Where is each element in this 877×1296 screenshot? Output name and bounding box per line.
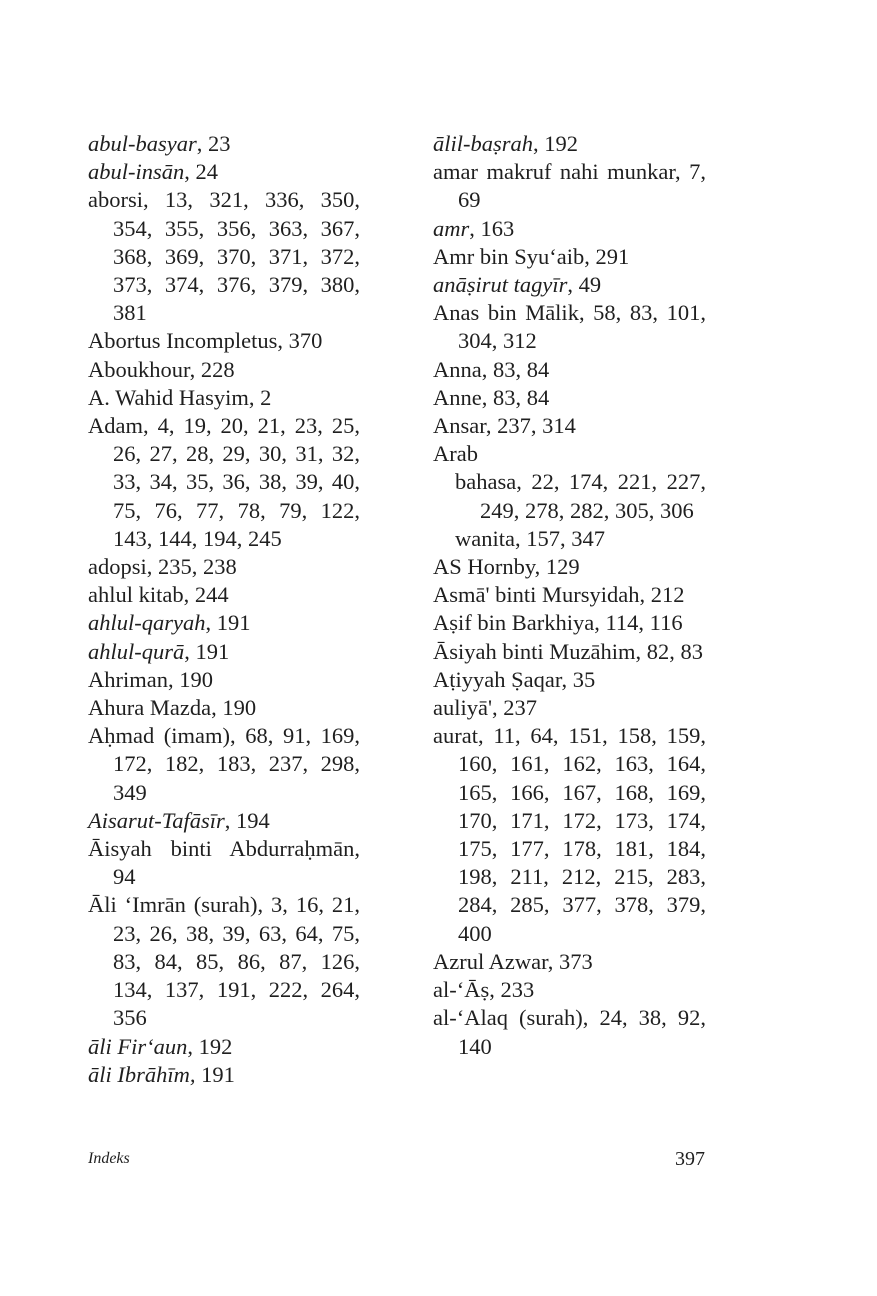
index-term: al-‘Alaq (surah) <box>433 1005 583 1031</box>
index-page-refs: , 11, 64, 151, 158, 159, 160, 161, 162, 163, 164, 165, 166, 167, 168, 169, 170, 171, 172, 173, 174, 175, 177, 178, 181, 184, 198, 211, 212, 215, 283, 284, 285, 377, 378, 379, 400 <box>458 723 706 946</box>
index-page-refs: , 373 <box>547 948 593 974</box>
index-page-refs: , 192 <box>533 131 579 156</box>
index-term: Āli ‘Imrān (surah) <box>88 892 258 918</box>
index-term: amr <box>433 215 470 241</box>
index-page-refs: , 237 <box>492 695 538 721</box>
index-entry <box>88 835 360 891</box>
index-page-refs: , 24 <box>184 159 219 185</box>
index-term: A. Wahid Hasyim <box>88 384 249 410</box>
index-term: amar makruf nahi munkar <box>433 159 675 185</box>
index-term: Asmā' binti Mursyidah <box>433 582 640 608</box>
index-term: ālil-baṣrah <box>433 131 534 156</box>
index-page-refs: , 190 <box>167 666 213 692</box>
index-entry <box>433 271 706 299</box>
index-page-refs: , 190 <box>211 695 257 721</box>
index-page-refs: , 83, 84 <box>481 356 550 382</box>
index-page-refs: , 4, 19, 20, 21, 23, 25, 26, 27, 28, 29, 30, 31, 32, 33, 34, 35, 36, 38, 39, 40, 75, 76, 77, 78, 79, 122, 143, 144, 194, 245 <box>113 413 360 551</box>
page-number: 397 <box>675 1148 705 1170</box>
index-term: al-‘Āṣ <box>433 977 490 1003</box>
index-term: abul-insān <box>88 159 185 185</box>
index-page-refs: , 2 <box>248 384 272 410</box>
index-term: āli Ibrāhīm, <box>88 1061 196 1087</box>
index-term: Aḥmad (imam) <box>88 723 231 749</box>
index-entry <box>88 130 360 158</box>
index-entry <box>433 1004 706 1060</box>
index-entry <box>88 186 360 327</box>
index-entry <box>433 609 706 637</box>
index-page-refs: , 157, 347 <box>514 525 605 551</box>
index-term: auliyā' <box>433 695 493 721</box>
index-page-refs: , 94 <box>113 836 360 890</box>
index-page-refs: , 191 <box>184 638 230 664</box>
index-entry <box>88 666 360 694</box>
index-term: Anas bin Mālik <box>433 300 579 326</box>
index-page-refs: , 13, 321, 336, 350, 354, 355, 356, 363, 367, 368, 369, 370, 371, 372, 373, 374, 376, 379, 380, 381 <box>113 187 360 326</box>
index-page-refs: , 68, 91, 169, 172, 182, 183, 237, 298, 349 <box>113 723 361 805</box>
index-term: ahlul-qaryah <box>88 610 206 636</box>
index-page-refs: , 235, 238 <box>146 554 237 580</box>
index-entry <box>433 581 706 609</box>
index-term: Aisarut-Tafāsīr <box>88 807 225 833</box>
index-page-refs: , 58, 83, 101, 304, 312 <box>458 300 707 354</box>
index-column-left <box>88 130 360 1089</box>
index-entry <box>88 1061 360 1089</box>
index-term: Anna <box>433 356 482 382</box>
index-page-refs: , 23 <box>196 131 231 156</box>
index-term: AS Hornby <box>433 554 535 580</box>
index-term: Aboukhour <box>88 356 190 382</box>
index-page-refs: , 24, 38, 92, 140 <box>458 1005 706 1059</box>
index-term: Azrul Azwar <box>433 948 548 974</box>
index-entry <box>433 694 706 722</box>
index-term: aborsi <box>88 187 143 213</box>
index-term: aurat <box>433 723 478 749</box>
index-entry <box>433 384 706 412</box>
index-page-refs: , 370 <box>277 328 323 354</box>
index-page-refs: , 163 <box>469 215 515 241</box>
index-term: Adam <box>88 413 143 439</box>
index-term: Ahriman <box>88 666 168 692</box>
index-term: adopsi <box>88 554 147 580</box>
index-subentry <box>433 468 706 524</box>
index-entry <box>88 158 360 186</box>
index-term: ahlul kitab <box>88 582 184 608</box>
index-entry <box>433 948 706 976</box>
index-page-refs: , 129 <box>534 554 580 580</box>
index-page-refs: , 237, 314 <box>485 413 576 439</box>
index-entry <box>88 412 360 553</box>
index-term: anāṣirut tagyīr <box>433 272 568 298</box>
index-entry <box>433 440 706 468</box>
index-entry <box>433 553 706 581</box>
index-term: Āsiyah binti Muzāhim <box>433 638 636 664</box>
index-entry <box>88 722 360 807</box>
index-page-refs: , 244 <box>183 582 229 608</box>
index-subentry <box>433 525 706 553</box>
index-term: abul-basyar <box>88 131 197 156</box>
index-term: Ansar <box>433 413 486 439</box>
index-term: wanita <box>455 525 515 551</box>
index-page-refs: , 212 <box>639 582 685 608</box>
index-page-refs: , 3, 16, 21, 23, 26, 38, 39, 63, 64, 75, 83, 84, 85, 86, 87, 126, 134, 137, 191, 222, 264, 356 <box>113 892 360 1031</box>
index-entry <box>433 666 706 694</box>
index-page-refs: , 7, 69 <box>458 159 706 213</box>
index-entry <box>88 1033 360 1061</box>
index-entry <box>88 553 360 581</box>
index-entry <box>88 356 360 384</box>
index-term: āli Fir‘aun <box>88 1033 188 1059</box>
index-entry <box>433 130 706 158</box>
index-entry <box>88 581 360 609</box>
index-page-refs: , 192 <box>187 1033 233 1059</box>
index-page-refs: , 233 <box>489 977 535 1003</box>
index-entry <box>88 807 360 835</box>
index-page-refs: , 35 <box>561 666 596 692</box>
index-page-refs: , 22, 174, 221, 227, 249, 278, 282, 305, 306 <box>480 469 706 523</box>
index-term: Abortus Incompletus <box>88 328 278 354</box>
index-entry <box>433 976 706 1004</box>
running-footer-label: Indeks <box>88 1150 130 1167</box>
index-page-refs: , 83, 84 <box>481 384 550 410</box>
index-page-refs: , 291 <box>584 243 630 269</box>
index-entry <box>433 215 706 243</box>
index-page-refs: , 194 <box>224 807 270 833</box>
index-entry <box>433 158 706 214</box>
index-term: Arab <box>433 441 478 467</box>
index-page-refs: , 191 <box>205 610 251 636</box>
index-term: Āisyah binti Abdurraḥmān <box>88 836 355 862</box>
index-entry <box>88 891 360 1032</box>
index-term: Anne <box>433 384 482 410</box>
index-entry <box>88 384 360 412</box>
index-entry <box>88 638 360 666</box>
index-page-refs: , 82, 83 <box>635 638 703 664</box>
index-term: Amr bin Syu‘aib <box>433 243 585 269</box>
index-term: bahasa <box>455 469 517 495</box>
index-entry <box>433 722 706 948</box>
index-page-refs: , 114, 116 <box>594 610 683 636</box>
index-entry <box>433 412 706 440</box>
index-term: Ahura Mazda <box>88 695 212 721</box>
index-term: Aṭiyyah Ṣaqar <box>433 666 562 692</box>
index-entry <box>88 609 360 637</box>
index-term: Aṣif bin Barkhiya <box>433 610 595 636</box>
index-column-right <box>433 130 706 1061</box>
index-page-refs: 191 <box>195 1061 235 1087</box>
index-page-refs: , 49 <box>567 272 602 298</box>
index-entry <box>88 327 360 355</box>
index-entry <box>433 356 706 384</box>
index-entry <box>433 243 706 271</box>
index-entry <box>88 694 360 722</box>
index-term: ahlul-qurā <box>88 638 185 664</box>
index-page-refs: , 228 <box>189 356 235 382</box>
index-entry <box>433 638 706 666</box>
index-entry <box>433 299 706 355</box>
